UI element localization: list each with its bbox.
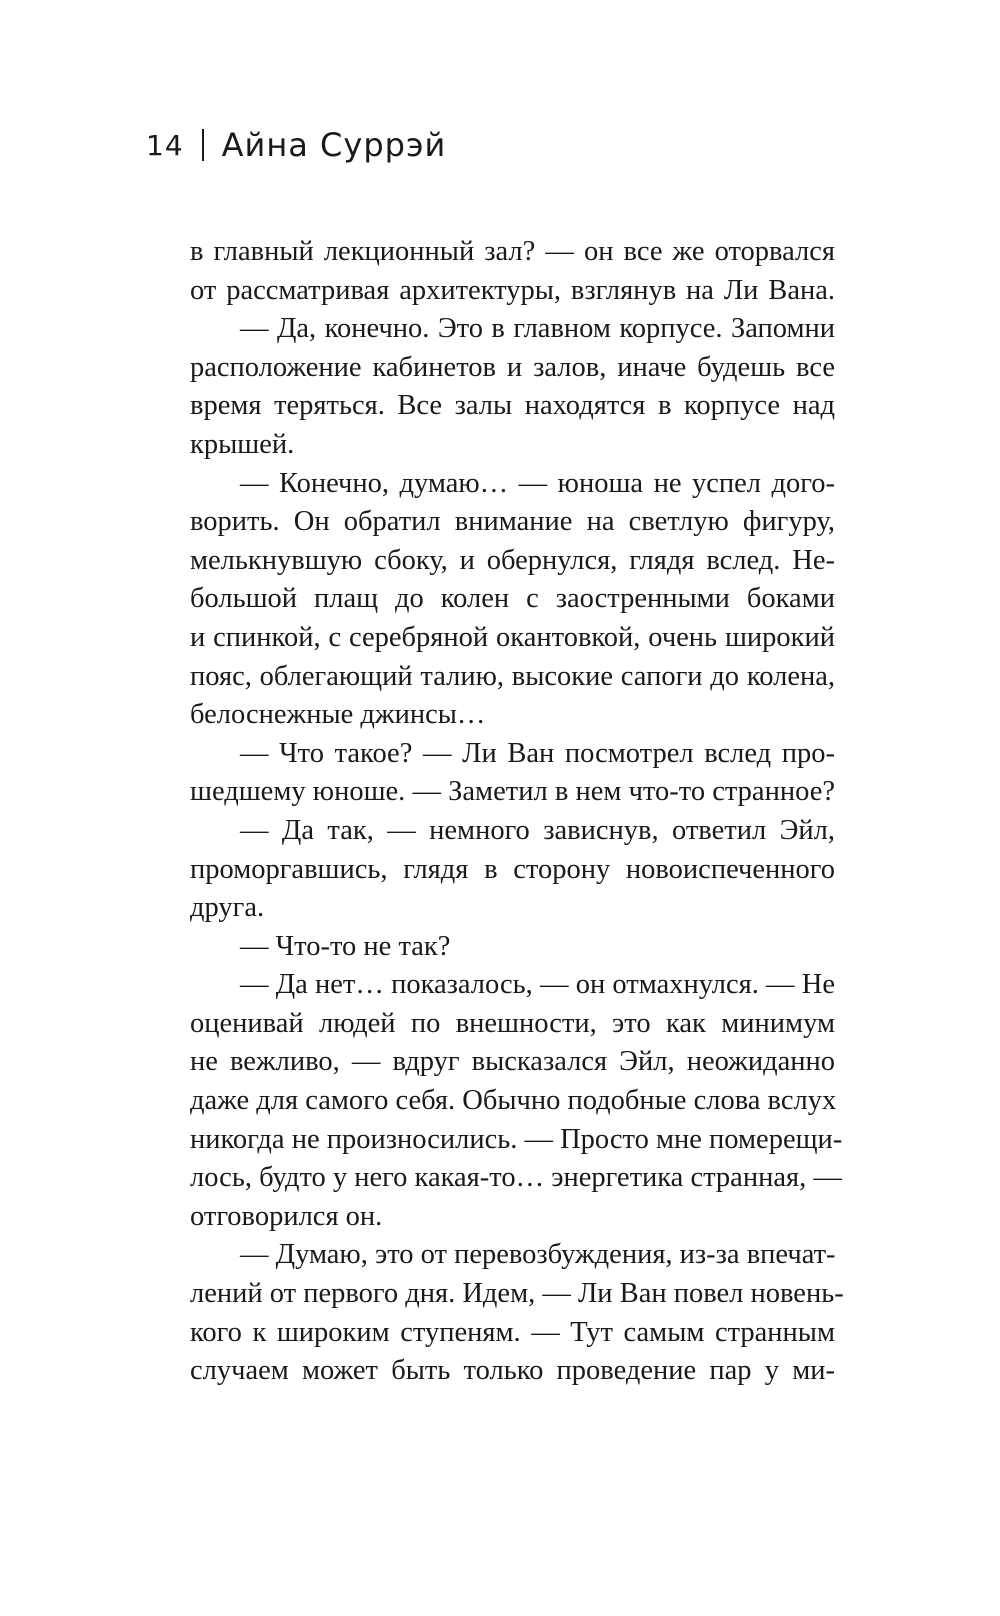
text-line: и спинкой, с серебряной окантовкой, очень широкий [190,621,835,653]
text-line: не вежливо, — вдруг высказался Эйл, неожиданно [190,1046,835,1078]
text-line: шедшему юноше. — Заметил в нем что-то странное? [190,776,835,808]
text-line: даже для самого себя. Обычно подобные слова вслух [190,1085,837,1117]
text-line: от рассматривая архитектуры, взглянув на Ли Вана. [190,274,835,306]
page-header [146,126,446,164]
text-line: проморгавшись, глядя в сторону новоиспеченного [190,853,835,885]
text-line: расположение кабинетов и залов, иначе будешь все [190,351,835,383]
text-line: крышей. [190,428,295,460]
page-number: 14 [146,128,184,162]
text-line: — Думаю, это от перевозбуждения, из-за впечат- [240,1239,836,1271]
text-line: кого к широким ступеням. — Тут самым странным [190,1316,835,1348]
author-name: Айна Суррэй [221,126,447,164]
text-line: — Да нет… показалось, — он отмахнулся. — Не [240,969,835,1001]
text-line: — Что такое? — Ли Ван посмотрел вслед про- [240,737,835,769]
text-line: большой плащ до колен с заостренными боками [190,583,835,615]
text-line: — Да так, — немного зависнув, ответил Эйл, [240,814,835,846]
text-line: лений от первого дня. Идем, — Ли Ван повел новень- [190,1278,844,1310]
text-line: белоснежные джинсы… [190,699,486,731]
text-line: — Конечно, думаю… — юноша не успел дого- [240,467,835,499]
text-line: — Да, конечно. Это в главном корпусе. Запомни [240,313,835,345]
text-line: пояс, облегающий талию, высокие сапоги до колена, [190,660,835,692]
text-line: никогда не произносились. — Просто мне померещи- [190,1123,843,1155]
text-line: отговорился он. [190,1200,383,1232]
text-line: друга. [190,892,265,924]
text-line: время теряться. Все залы находятся в корпусе над [190,390,835,422]
text-line: мелькнувшую сбоку, и обернулся, глядя вслед. Не- [190,544,835,576]
text-line: случаем может быть только проведение пар у ми- [190,1355,835,1387]
text-line: — Что-то не так? [240,930,451,962]
text-line: ворить. Он обратил внимание на светлую фигуру, [190,506,835,538]
text-line: оценивай людей по внешности, это как минимум [190,1007,835,1039]
text-line: лось, будто у него какая-то… энергетика странная, — [190,1162,842,1194]
text-line: в главный лекционный зал? — он все же оторвался [190,236,835,267]
header-separator [202,129,204,161]
body-text [190,233,844,1391]
